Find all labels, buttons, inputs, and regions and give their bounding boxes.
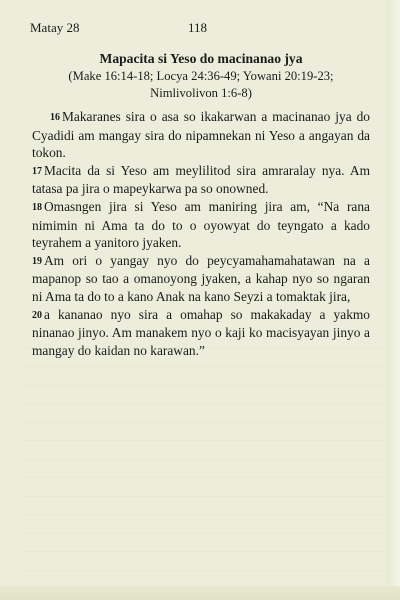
- verse-number: 16: [50, 112, 60, 123]
- verse-number: 20: [32, 309, 42, 321]
- verse-number: 17: [32, 165, 42, 177]
- page-content: [32, 50, 370, 359]
- section-title: Mapacita si Yeso do macinanao jya: [99, 51, 303, 66]
- verse-text: a kananao nyo sira a omahap so makakaday a yakmo ninanao jinyo. Am manakem nyo o kaji ko macisyayan jinyo a mangay do kaidan no karawan.”: [32, 306, 370, 358]
- bleed-through-text: [24, 330, 384, 580]
- verse-text: Makaranes sira o asa so ikakarwan a macinanao jya do Cyadidi am mangay sira do nipamnekan ni Yeso a angayan da tokon.: [32, 109, 370, 161]
- verse-number: 19: [32, 255, 42, 267]
- verse-text: Macita da si Yeso am meylilitod sira amraralay nya. Am tatasa pa jira o mapeykarwa pa so onowned.: [32, 162, 370, 197]
- references-line-1: (Make 16:14-18; Locya 24:36-49; Yowani 20:19-23;: [68, 69, 334, 83]
- verse-text: Am ori o yangay nyo do peycyamahamahatawan na a mapanop so tao a omanoyong jyaken, a kahap nyo so ngaran ni Ama ta do to a kano Anak na kano Seyzi a tomaktak jira,: [32, 252, 370, 304]
- verse: [32, 252, 370, 306]
- verse-text: Omasngen jira si Yeso am maniring jira am, “Na rana nimimin ni Ama ta do to o oyowyat do teyngato a kado teyrahem a yanitoro jyaken.: [32, 198, 370, 251]
- page-header: [30, 20, 370, 38]
- running-title: Matay 28: [30, 20, 80, 35]
- verse: [32, 162, 370, 198]
- page-edge-bottom: [0, 586, 400, 600]
- verse: [32, 198, 370, 252]
- verse-number: 18: [32, 201, 42, 213]
- references-line-2: Nimlivolivon 1:6-8): [150, 86, 252, 100]
- page-edge-right: [386, 0, 400, 600]
- page-number: 118: [188, 20, 208, 35]
- verse: [32, 108, 370, 162]
- section-references: [32, 68, 370, 102]
- verse: [32, 306, 370, 360]
